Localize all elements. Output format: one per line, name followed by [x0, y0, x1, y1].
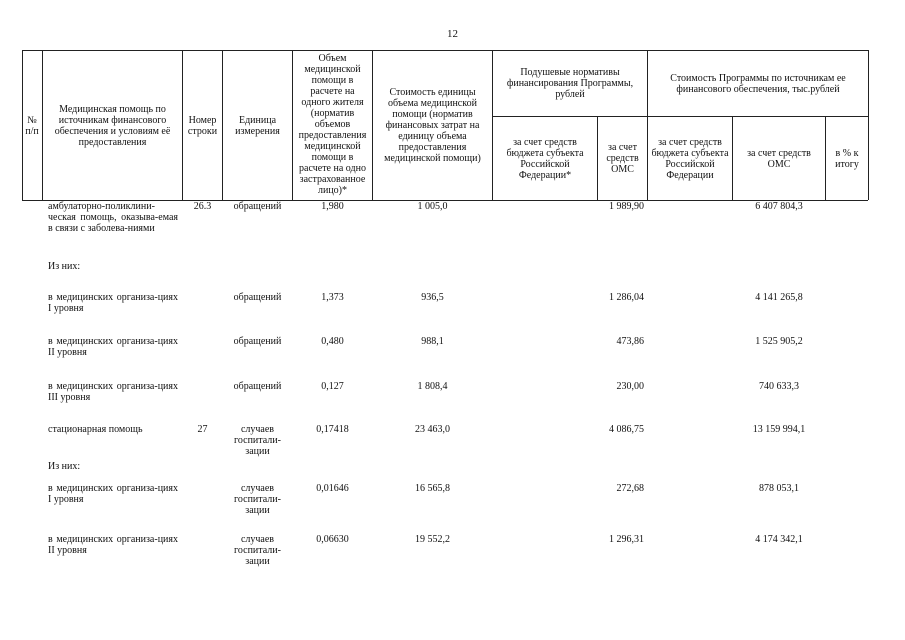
row-care: Из них: [48, 261, 81, 272]
row-volume: 0,480 [321, 336, 344, 347]
row-prog-oms: 4 174 342,1 [755, 534, 803, 545]
row-unit: случаев госпитали-зации [234, 534, 281, 567]
row-volume: 0,06630 [316, 534, 349, 545]
row-prog-oms: 13 159 994,1 [752, 424, 806, 435]
row-norm-oms: 1 286,04 [609, 292, 644, 303]
header-row: Номер строки [187, 114, 218, 137]
row-unit: случаев госпитали-зации [234, 483, 281, 516]
row-norm-oms: 4 086,75 [609, 424, 644, 435]
row-volume: 0,17418 [316, 424, 349, 435]
row-care: амбулаторно-поликлини-ческая помощь, оказыва-емая в связи с заболева-ниями [48, 201, 178, 234]
row-norm-oms: 272,68 [616, 483, 644, 494]
header-program-budget: за счет средств бюджета субъекта Российской Федерации [651, 136, 729, 181]
col-line [868, 50, 869, 200]
row-unit: обращений [233, 336, 282, 347]
header-program-pct: в % к итогу [835, 147, 859, 170]
row-unit: случаев госпитали-зации [234, 424, 281, 457]
row-cost: 1 808,4 [417, 381, 448, 392]
row-prog-oms: 740 633,3 [759, 381, 799, 392]
row-care: в медицинских организа-циях II уровня [48, 336, 178, 358]
row-prog-oms: 6 407 804,3 [755, 201, 803, 212]
row-cost: 1 005,0 [417, 201, 448, 212]
row-cost: 16 565,8 [415, 483, 450, 494]
row-care: Из них: [48, 461, 81, 472]
row-unit: обращений [233, 201, 282, 212]
row-prog-oms: 4 141 265,8 [755, 292, 803, 303]
row-cost: 988,1 [421, 336, 444, 347]
header-program-group: Стоимость Программы по источникам ее финансового обеспечения, тыс.рублей [670, 72, 846, 95]
row-cost: 23 463,0 [415, 424, 450, 435]
header-volume: Объем медицинской помощи в расчете на одного жителя (норматив объемов предоставления медицинской помощи в расчете на одно застрахованное лицо)* [298, 53, 367, 196]
row-prog-oms: 1 525 905,2 [755, 336, 803, 347]
header-care: Медицинская помощь по источникам финансового обеспечения и условиям её предоставления [54, 103, 171, 148]
row-volume: 0,127 [321, 381, 344, 392]
row-care: в медицинских организа-циях II уровня [48, 534, 178, 556]
row-norm-oms: 1 296,31 [609, 534, 644, 545]
row-volume: 1,980 [321, 201, 344, 212]
row-care: в медицинских организа-циях III уровня [48, 381, 178, 403]
row-norm-oms: 473,86 [616, 336, 644, 347]
page-number: 12 [447, 28, 458, 40]
header-cost: Стоимость единицы объема медицинской помощи (норматив финансовых затрат на единицу объема предоставления медицинской помощи) [384, 87, 481, 164]
row-norm-oms: 230,00 [616, 381, 644, 392]
row-number: 26.3 [193, 201, 212, 212]
header-program-oms: за счет средств ОМС [747, 147, 811, 170]
row-cost: 936,5 [421, 292, 444, 303]
header-norms-oms: за счет средств ОМС [606, 142, 639, 175]
row-care: стационарная помощь [48, 424, 143, 435]
row-prog-oms: 878 053,1 [759, 483, 799, 494]
row-care: в медицинских организа-циях I уровня [48, 483, 178, 505]
row-volume: 0,01646 [316, 483, 349, 494]
row-unit: обращений [233, 292, 282, 303]
row-norm-oms: 1 989,90 [609, 201, 644, 212]
header-num: № п/п [25, 114, 39, 137]
header-unit: Единица измерения [235, 114, 280, 137]
row-unit: обращений [233, 381, 282, 392]
row-cost: 19 552,2 [415, 534, 450, 545]
header-norms-group: Подушевые нормативы финансирования Программы, рублей [506, 67, 634, 100]
header-norms-budget: за счет средств бюджета субъекта Российской Федерации* [506, 136, 584, 181]
row-volume: 1,373 [321, 292, 344, 303]
row-number: 27 [197, 424, 208, 435]
row-care: в медицинских организа-циях I уровня [48, 292, 178, 314]
